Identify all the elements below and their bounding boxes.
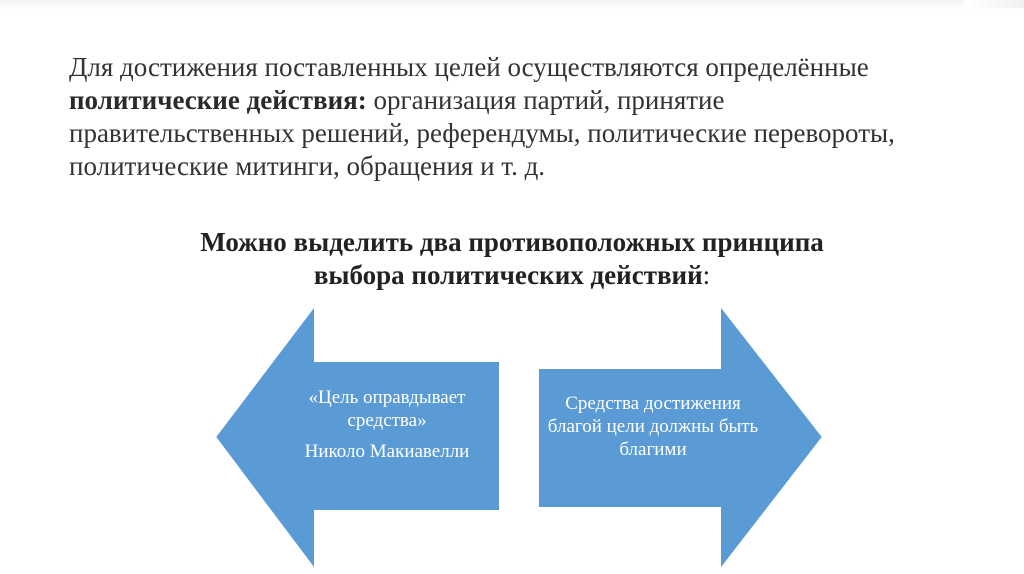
right-arrow-text: Средства достижения благой цели должны быть благими — [547, 393, 759, 460]
intro-text-start: Для достижения поставленных целей осуществляются определённые — [69, 52, 869, 82]
machiavelli-quote: «Цель оправдывает средства» — [308, 387, 466, 431]
subheading-colon: : — [702, 260, 711, 290]
left-arrow-text — [272, 386, 502, 463]
subheading-line-1: Можно выделить два противоположных принципа — [200, 227, 824, 257]
subheading-line-2: выбора политических действий — [313, 260, 703, 290]
intro-text-end: организация партий, принятие правительственных решений, референдумы, политические перевороты, политические митинги, обращения и т. д. — [69, 85, 895, 181]
quote-author: Николо Макиавелли — [304, 441, 470, 462]
intro-bold-term: политические действия: — [69, 85, 367, 115]
